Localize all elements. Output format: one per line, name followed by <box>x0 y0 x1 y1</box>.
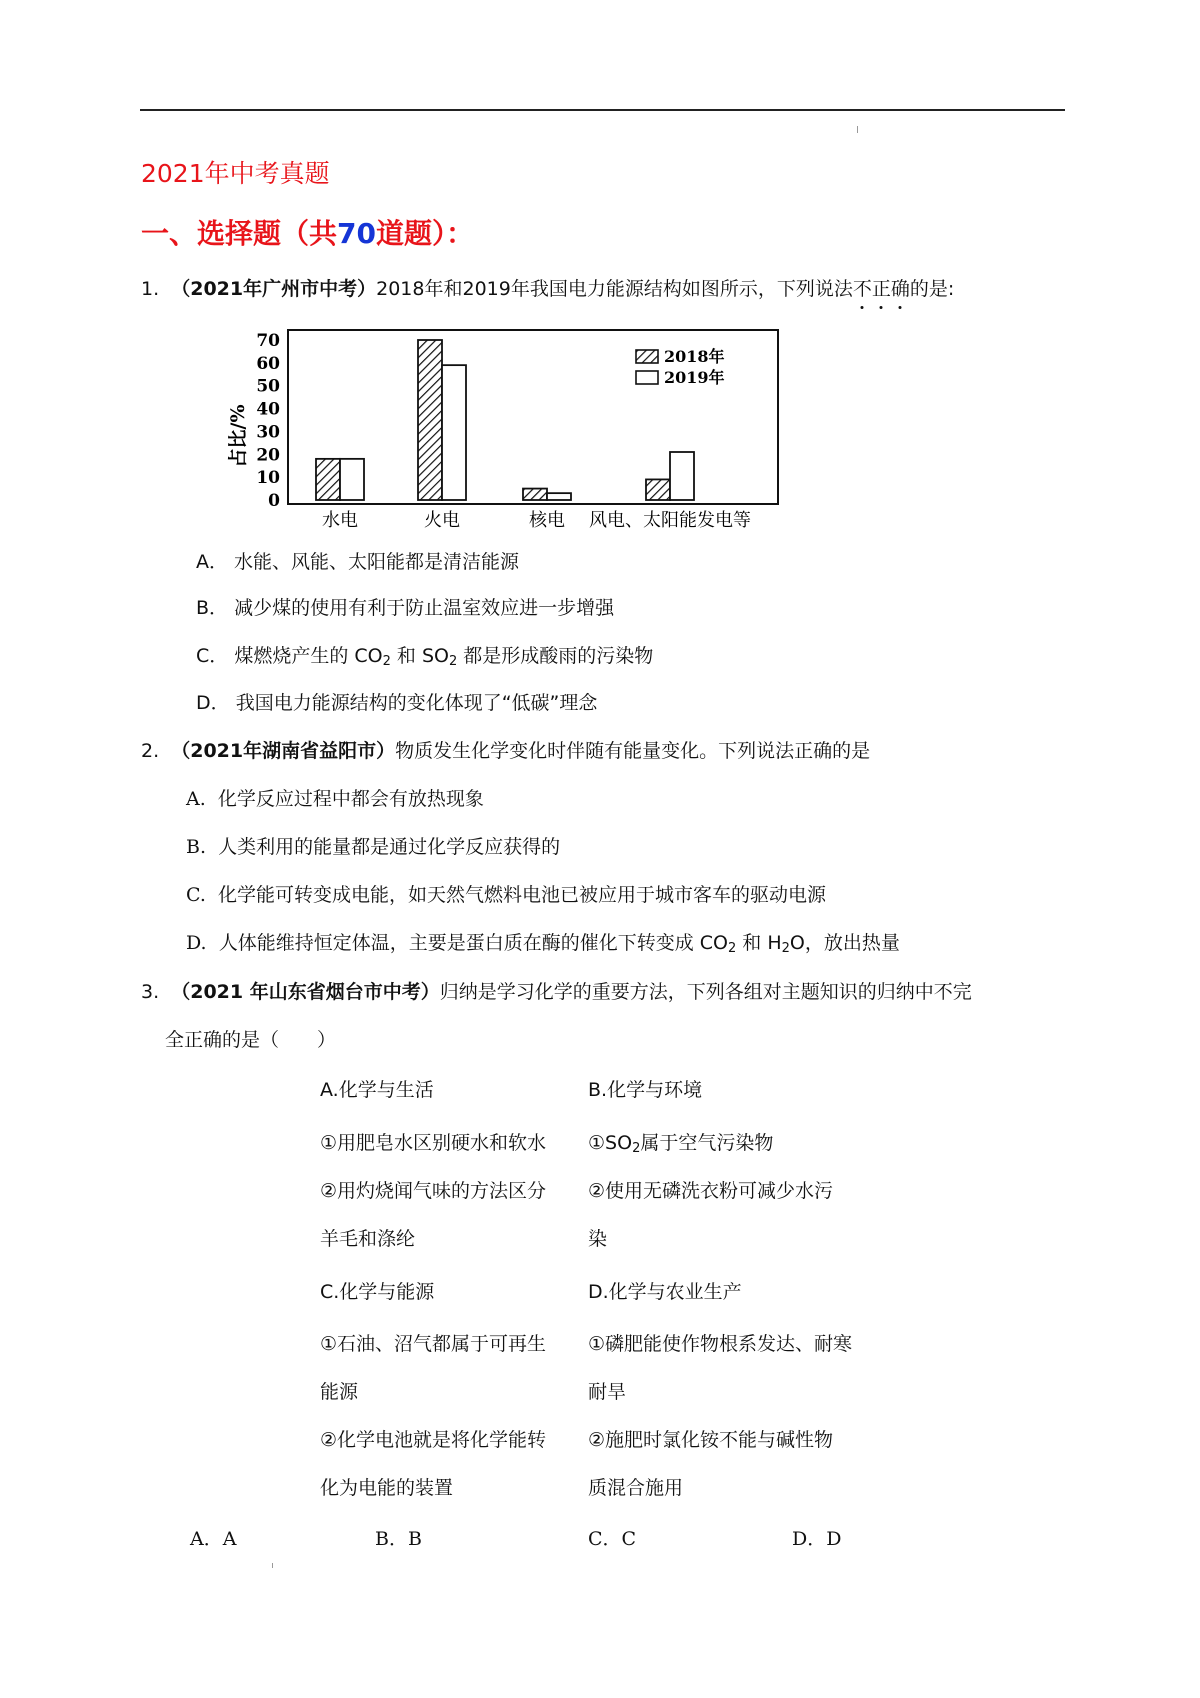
q2-option-d-text3: O，放出热量 <box>789 932 900 954</box>
bar-2019-2 <box>547 493 571 500</box>
q3-source: （2021 年山东省烟台市中考） <box>171 981 440 1003</box>
q3-cell-b1-post: 属于空气污染物 <box>640 1132 774 1154</box>
question-2-stem <box>141 739 870 763</box>
bar-2019-0 <box>340 459 364 500</box>
x-category-label: 火电 <box>424 510 460 531</box>
q2-option-d-sub1: 2 <box>727 941 737 956</box>
q1-option-a-label: A． <box>196 551 228 573</box>
q1-option-c-text1: 煤燃烧产生的 CO <box>234 645 383 667</box>
q2-option-b-text: 人类利用的能量都是通过化学反应获得的 <box>218 836 561 858</box>
bar-2018-2 <box>523 489 547 500</box>
q3-cell-a1: ①用肥皂水区别硬水和软水 <box>320 1132 547 1154</box>
q3-option-b[interactable]: B．B <box>375 1528 422 1550</box>
q1-number: 1. <box>141 278 160 300</box>
q1-option-c-text3: 都是形成酸雨的污染物 <box>457 645 654 667</box>
q3-cell-b2-line2: 染 <box>588 1228 608 1250</box>
q3-number: 3. <box>141 981 160 1003</box>
q3-cell-c1-line2: 能源 <box>320 1381 359 1403</box>
q1-stem-a: 2018年和2019年我国电力能源结构如图所示，下列说法 <box>376 278 853 300</box>
q1-stem-b: 的是: <box>909 278 955 300</box>
q1-option-b-label: B． <box>196 597 229 619</box>
q2-option-a-label: A. <box>186 788 206 810</box>
q3-cell-b-title: B.化学与环境 <box>588 1079 703 1101</box>
y-tick-label: 60 <box>256 353 280 374</box>
y-axis-label: 占比/% <box>227 404 249 468</box>
bar-2018-1 <box>418 340 442 500</box>
q3-cell-d-title: D.化学与农业生产 <box>588 1281 742 1303</box>
q3-cell-d2-line1: ②施肥时氯化铵不能与碱性物 <box>588 1429 834 1451</box>
q3-cell-d1-line2: 耐旱 <box>588 1381 627 1403</box>
q1-bar-chart <box>220 326 840 536</box>
x-category-label: 核电 <box>529 510 565 531</box>
y-tick-label: 20 <box>256 445 280 466</box>
q1-source: （2021年广州市中考） <box>171 278 377 300</box>
q2-option-d-text2: 和 H <box>736 932 782 954</box>
q2-option-c-text: 化学能可转变成电能，如天然气燃料电池已被应用于城市客车的驱动电源 <box>218 884 827 906</box>
q2-option-d-text1: 人体能维持恒定体温，主要是蛋白质在酶的催化下转变成 CO <box>218 932 728 954</box>
q2-option-d-sub2: 2 <box>781 941 790 956</box>
question-1-stem <box>141 277 954 301</box>
q2-option-d-label: D. <box>186 932 207 954</box>
q1-option-c-text2: 和 SO <box>390 645 449 667</box>
x-category-label: 水电 <box>322 510 358 531</box>
y-tick-label: 10 <box>256 468 280 489</box>
q3-option-a[interactable]: A．A <box>190 1528 237 1550</box>
q3-cell-b1-sub: 2 <box>632 1141 641 1156</box>
bar-2018-3 <box>646 479 670 500</box>
q1-option-c-label: C． <box>196 645 229 667</box>
q3-cell-a2-line2: 羊毛和涤纶 <box>320 1228 416 1250</box>
q3-cell-b1-pre: ①SO <box>588 1132 633 1154</box>
q1-option-c-sub1: 2 <box>382 654 391 669</box>
bar-2019-1 <box>442 365 466 500</box>
footer-mark <box>272 1563 273 1568</box>
legend <box>636 347 725 387</box>
q2-option-d[interactable] <box>186 931 900 961</box>
q3-cell-d2-line2: 质混合施用 <box>588 1477 684 1499</box>
y-tick-label: 0 <box>268 491 280 511</box>
legend-swatch-2018 <box>636 350 658 363</box>
q3-option-d[interactable]: D．D <box>792 1528 842 1550</box>
q2-stem: 物质发生化学变化时伴随有能量变化。下列说法正确的是 <box>395 740 871 762</box>
x-category-label: 风电、太阳能发电等 <box>589 510 751 531</box>
q2-option-c-label: C. <box>186 884 206 906</box>
y-tick-label: 50 <box>256 376 280 397</box>
q1-emph-3: 确 <box>890 278 910 300</box>
q1-option-a[interactable] <box>196 550 519 574</box>
q2-source: （2021年湖南省益阳市） <box>171 740 396 762</box>
y-tick-label: 40 <box>256 399 280 420</box>
q3-cell-b1 <box>588 1131 773 1161</box>
q1-option-c-sub2: 2 <box>448 654 458 669</box>
q1-option-b-text: 减少煤的使用有利于防止温室效应进一步增强 <box>234 597 615 619</box>
q3-stem-line1: 归纳是学习化学的重要方法，下列各组对主题知识的归纳中不完 <box>439 981 972 1003</box>
q3-cell-c1-line1: ①石油、沼气都属于可再生 <box>320 1333 547 1355</box>
q1-option-d-label: D． <box>196 692 230 714</box>
q1-emph-1: 不 <box>852 278 872 300</box>
header-rule <box>140 109 1065 111</box>
section-prefix: 一、选择题（共 <box>141 217 338 250</box>
y-tick-label: 30 <box>256 422 280 443</box>
section-heading <box>141 217 474 250</box>
q1-option-b[interactable] <box>196 596 614 620</box>
q2-option-a-text: 化学反应过程中都会有放热现象 <box>217 788 484 810</box>
y-tick-label: 70 <box>256 331 280 351</box>
q3-stem-line2: 全正确的是（ ） <box>165 1029 337 1051</box>
header-mark <box>857 126 858 133</box>
q3-cell-a2-line1: ②用灼烧闻气味的方法区分 <box>320 1180 547 1202</box>
legend-label-2019: 2019年 <box>664 368 725 387</box>
q1-option-c[interactable] <box>196 644 653 674</box>
q3-cell-d1-line1: ①磷肥能使作物根系发达、耐寒 <box>588 1333 853 1355</box>
q2-option-c[interactable] <box>186 883 826 907</box>
section-count: 70 <box>337 217 376 250</box>
q1-option-a-text: 水能、风能、太阳能都是清洁能源 <box>234 551 520 573</box>
page-title: 2021年中考真题 <box>141 159 330 188</box>
q3-cell-c-title: C.化学与能源 <box>320 1281 435 1303</box>
legend-label-2018: 2018年 <box>664 347 725 366</box>
q3-cell-c2-line2: 化为电能的装置 <box>320 1477 454 1499</box>
q3-cell-a-title: A.化学与生活 <box>320 1079 434 1101</box>
q2-number: 2. <box>141 740 160 762</box>
q2-option-b-label: B. <box>186 836 207 858</box>
legend-swatch-2019 <box>636 371 658 384</box>
q3-option-c[interactable]: C．C <box>588 1528 637 1550</box>
q2-option-b[interactable] <box>186 835 560 859</box>
q1-option-d[interactable] <box>196 691 597 715</box>
bar-2019-3 <box>670 452 694 500</box>
q3-cell-c2-line1: ②化学电池就是将化学能转 <box>320 1429 547 1451</box>
q3-cell-b2-line1: ②使用无磷洗衣粉可减少水污 <box>588 1180 834 1202</box>
question-3-stem <box>141 980 972 1004</box>
q2-option-a[interactable] <box>186 787 484 811</box>
bar-2018-0 <box>316 459 340 500</box>
section-suffix: 道题）： <box>375 217 474 250</box>
q1-option-d-text: 我国电力能源结构的变化体现了“低碳”理念 <box>235 692 598 714</box>
q1-emph-2: 正 <box>871 278 891 300</box>
